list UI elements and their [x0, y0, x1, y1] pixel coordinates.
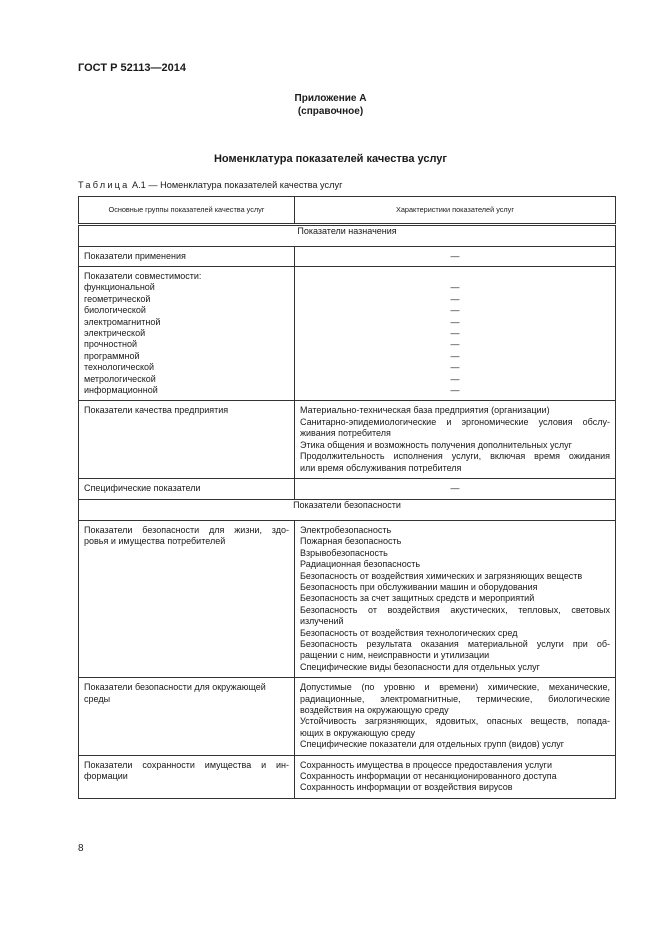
- cell-line: Электробезопасность: [300, 524, 392, 535]
- row-value-compatibility: [295, 267, 616, 401]
- cell-line: Специфические показатели для отдельных групп (видов) услуг: [300, 739, 565, 750]
- cell-line: воздействия на окружающую среду: [300, 705, 449, 715]
- compat-dash: —: [450, 305, 460, 316]
- compat-item: электромагнитной: [84, 316, 161, 327]
- table-row: [79, 267, 616, 401]
- cell-line: Безопасность от воздействия акустических, тепловых, световых: [300, 604, 610, 615]
- compat-item: программной: [84, 350, 140, 361]
- cell-line: Этика общения и возможность получения дополнительных услуг: [300, 439, 572, 450]
- cell-line: Сохранность информации от воздействия вирусов: [300, 782, 513, 793]
- page-title: Номенклатура показателей качества услуг: [213, 153, 448, 165]
- cell-line: излучений: [300, 616, 344, 627]
- compat-item: функциональной: [84, 282, 155, 293]
- cell-line: ращении с ним, неисправности и утилизации: [300, 650, 490, 661]
- row-value-application: —: [295, 247, 616, 267]
- section-purpose: Показатели назначения: [79, 225, 616, 247]
- row-name-safety-info: [79, 755, 295, 798]
- section-safety: Показатели безопасности: [79, 499, 616, 520]
- table-caption: [78, 180, 342, 190]
- row-value-safety-info: [295, 755, 616, 798]
- cell-line: среды: [84, 693, 111, 704]
- table-row: [79, 520, 616, 677]
- row-name-enterprise: Показатели качества предприятия: [79, 401, 295, 478]
- compat-heading: Показатели совместимости:: [84, 271, 202, 281]
- compat-dash: —: [450, 373, 460, 384]
- cell-line: или время обслуживания потребителя: [300, 462, 462, 473]
- row-name-application: Показатели применения: [79, 247, 295, 267]
- section-row-purpose: [79, 225, 616, 247]
- compat-dash: —: [450, 339, 460, 350]
- quality-indicators-table: [78, 196, 616, 799]
- row-name-compatibility: [79, 267, 295, 401]
- col-header-groups: Основные группы показателей качества услуг: [79, 197, 295, 225]
- compat-dash: —: [450, 282, 460, 293]
- cell-line: Специфические виды безопасности для отдельных услуг: [300, 661, 540, 672]
- cell-line: Показатели безопасности для окружающей: [84, 682, 266, 693]
- row-name-safety-life: [79, 520, 295, 677]
- cell-line: Устойчивость загрязняющих, ядовитых, опасных веществ, попада-: [300, 716, 610, 727]
- cell-line: Пожарная безопасность: [300, 536, 402, 547]
- cell-line: формации: [84, 771, 128, 782]
- compat-dash: —: [450, 328, 460, 339]
- table-row: [79, 478, 616, 499]
- compat-dash: —: [450, 362, 460, 373]
- section-row-safety: [79, 499, 616, 520]
- cell-line: Безопасность за счет защитных средств и мероприятий: [300, 593, 535, 604]
- row-name-safety-env: [79, 678, 295, 755]
- compat-item: электрической: [84, 328, 146, 339]
- compat-item: технологической: [84, 362, 155, 373]
- cell-line: Материально-техническая база предприятия (организации): [300, 405, 550, 416]
- compat-dash: —: [450, 385, 460, 396]
- appendix-heading: [0, 93, 661, 118]
- row-value-safety-life: [295, 520, 616, 677]
- cell-line: Безопасность при обслуживании машин и оборудования: [300, 581, 538, 592]
- table-caption-label: Таблица: [78, 180, 130, 190]
- cell-line: Радиационная безопасность: [300, 559, 421, 570]
- compat-dash: —: [450, 293, 460, 304]
- compat-item: метрологической: [84, 373, 156, 384]
- cell-line: живания потребителя: [300, 428, 391, 439]
- cell-line: Сохранность информации от несанкционированного доступа: [300, 771, 557, 782]
- cell-line: ющих в окружающую среду: [300, 727, 416, 738]
- table-caption-text: А.1 — Номенклатура показателей качества услуг: [132, 180, 343, 190]
- row-value-safety-env: [295, 678, 616, 755]
- row-name-specific: Специфические показатели: [79, 478, 295, 499]
- cell-line: Взрывобезопасность: [300, 547, 388, 558]
- table-row: [79, 247, 616, 267]
- cell-line: ровья и имущества потребителей: [84, 536, 226, 547]
- cell-line: Сохранность имущества в процессе предоставления услуги: [300, 759, 552, 770]
- cell-line: Санитарно-эпидемиологические и эргономические условия обслу-: [300, 416, 610, 427]
- cell-line: Показатели безопасности для жизни, здо-: [84, 524, 289, 535]
- appendix-subtitle: (справочное): [297, 105, 364, 117]
- cell-line: Безопасность от воздействия химических и загрязняющих веществ: [300, 570, 583, 581]
- compat-item: информационной: [84, 385, 158, 396]
- col-header-characteristics: Характеристики показателей услуг: [295, 197, 616, 225]
- page-number: 8: [78, 843, 84, 854]
- cell-line: Показатели сохранности имущества и ин-: [84, 759, 289, 770]
- appendix-title: Приложение А: [294, 93, 367, 104]
- table-header-row: [79, 197, 616, 225]
- table-row: [79, 678, 616, 755]
- document-code: ГОСТ Р 52113—2014: [78, 62, 186, 74]
- row-value-specific: —: [295, 478, 616, 499]
- table-row: [79, 755, 616, 798]
- compat-dash: —: [450, 316, 460, 327]
- cell-line: радиационные, электромагнитные, термические, биологические: [300, 693, 610, 704]
- table-row: [79, 401, 616, 478]
- compat-item: геометрической: [84, 293, 151, 304]
- compat-item: прочностной: [84, 339, 137, 350]
- cell-line: Допустимые (по уровню и времени) химические, механические,: [300, 682, 610, 693]
- row-value-enterprise: [295, 401, 616, 478]
- cell-line: Продолжительность исполнения услуги, включая время ожидания: [300, 451, 610, 462]
- compat-item: биологической: [84, 305, 146, 316]
- cell-line: Безопасность от воздействия технологических сред: [300, 627, 518, 638]
- cell-line: Безопасность результата оказания материальной услуги при об-: [300, 638, 610, 649]
- compat-dash: —: [450, 350, 460, 361]
